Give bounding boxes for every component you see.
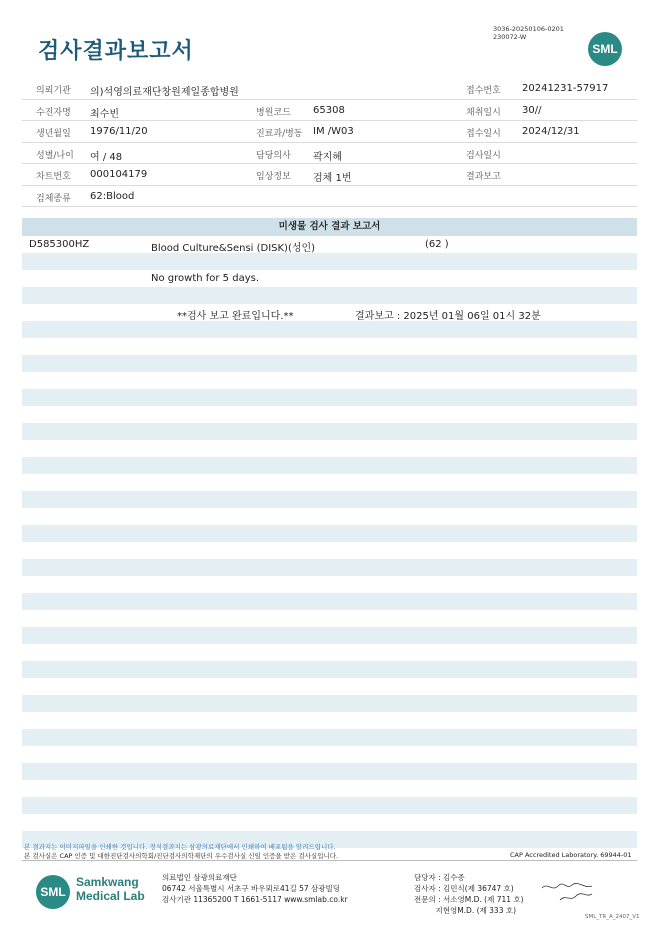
staff-line: 지현영M.D. (제 333 호) (414, 906, 517, 915)
company-name-line: Medical Lab (76, 889, 145, 903)
staff-line: 검사자 : 김민식(제 36747 호) (414, 884, 514, 893)
accreditation-notice: 본 검사실은 CAP 인증 및 대한진단검사의학회/진단검사의학재단의 우수검사실 신임 인증을 받은 검사실입니다. (24, 852, 339, 860)
info-label: 차트번호 (36, 172, 71, 182)
info-value: 최수빈 (90, 108, 119, 120)
info-label: 수진자명 (36, 107, 71, 118)
info-value: 65308 (313, 104, 345, 116)
result-finding: No growth for 5 days. (151, 273, 260, 284)
company-address (162, 872, 348, 905)
info-value: IM /W03 (313, 126, 354, 137)
info-label: 결과보고 (466, 172, 501, 182)
info-value: 여 / 48 (90, 151, 123, 163)
footer-divider (22, 860, 637, 861)
patient-info-table (22, 78, 637, 207)
company-name (76, 875, 145, 903)
address-line: 검사기관 11365200 T 1661-5117 www.smlab.co.kr (162, 895, 348, 904)
info-row (22, 78, 637, 100)
info-value: 검체 1번 (313, 173, 352, 184)
document-id-line: 230072-W (493, 33, 527, 41)
report-complete-text: **검사 보고 완료입니다.** (177, 311, 294, 322)
info-label: 접수번호 (466, 86, 501, 96)
result-row-stripe (22, 661, 637, 678)
document-id-line: 3036-20250106-0201 (493, 25, 564, 33)
info-label: 접수일시 (466, 129, 501, 139)
result-row-stripe (22, 729, 637, 746)
info-row (22, 143, 637, 165)
info-value: 2024/12/31 (522, 126, 580, 137)
info-value: 20241231-57917 (522, 83, 609, 94)
section-title: 미생물 검사 결과 보고서 (22, 218, 637, 236)
info-label: 의뢰기관 (36, 86, 71, 96)
info-label: 검사일시 (466, 150, 501, 161)
cap-accreditation: CAP Accredited Laboratory. 69944-01 (510, 851, 632, 859)
info-label: 채취일시 (466, 107, 501, 118)
result-row-stripe (22, 525, 637, 542)
result-row-stripe (22, 695, 637, 712)
result-row-stripe (22, 491, 637, 508)
address-line: 의료법인 삼광의료재단 (162, 873, 237, 882)
info-value: 1976/11/20 (90, 126, 148, 137)
result-row-stripe (22, 287, 637, 304)
info-row (22, 121, 637, 143)
result-row-stripe (22, 763, 637, 780)
info-label: 검체종류 (36, 193, 71, 204)
info-label: 병원코드 (256, 107, 291, 118)
staff-line: 전문의 : 서소영M.D. (제 711 호) (414, 895, 524, 904)
info-value: 의)석영의료재단창원제일종합병원 (90, 87, 239, 98)
info-row (22, 164, 637, 186)
info-label: 생년월일 (36, 129, 71, 139)
info-value: 30// (522, 104, 542, 116)
result-row-stripe (22, 627, 637, 644)
info-value: 곽지혜 (313, 151, 342, 163)
test-name: Blood Culture&Sensi (DISK)(성인) (151, 243, 316, 254)
form-id: SML_TR_A_2407_V1 (585, 914, 640, 920)
staff-line: 담당자 : 김수종 (414, 873, 465, 882)
test-code: D585300HZ (29, 239, 90, 250)
info-value: 62:Blood (90, 190, 135, 202)
result-row-stripe (22, 423, 637, 440)
result-row-stripe (22, 355, 637, 372)
result-row-stripe (22, 593, 637, 610)
info-label: 임상정보 (256, 172, 291, 182)
result-row-stripe (22, 389, 637, 406)
info-label: 진료과/병동 (256, 129, 303, 139)
address-line: 06742 서울특별시 서초구 바우뫼로41길 57 삼광빌딩 (162, 884, 341, 893)
image-copy-notice: 본 결과지는 이미지파일을 인쇄한 것입니다. 정식결과지는 삼광의료재단에서 인쇄하여 배포됨을 알려드립니다. (24, 843, 336, 851)
info-label: 담당의사 (256, 150, 291, 161)
report-time: 결과보고 : 2025년 01월 06일 01시 32분 (355, 311, 541, 322)
info-label: 성별/나이 (36, 150, 74, 161)
staff-list (414, 872, 524, 916)
sml-logo: SML (588, 32, 622, 66)
result-row-stripe (22, 457, 637, 474)
result-row-stripe (22, 559, 637, 576)
specimen-number: (62 ) (425, 239, 449, 250)
result-row-stripe (22, 797, 637, 814)
info-value: 000104179 (90, 169, 148, 180)
result-row-stripe (22, 321, 637, 338)
document-id (493, 25, 564, 41)
footer-sml-logo: SML (36, 875, 70, 909)
result-row-stripe (22, 253, 637, 270)
page-title: 검사결과보고서 (38, 39, 194, 64)
info-row (22, 186, 637, 208)
info-row (22, 100, 637, 122)
signature-image (540, 880, 595, 902)
company-name-line: Samkwang (76, 875, 139, 889)
